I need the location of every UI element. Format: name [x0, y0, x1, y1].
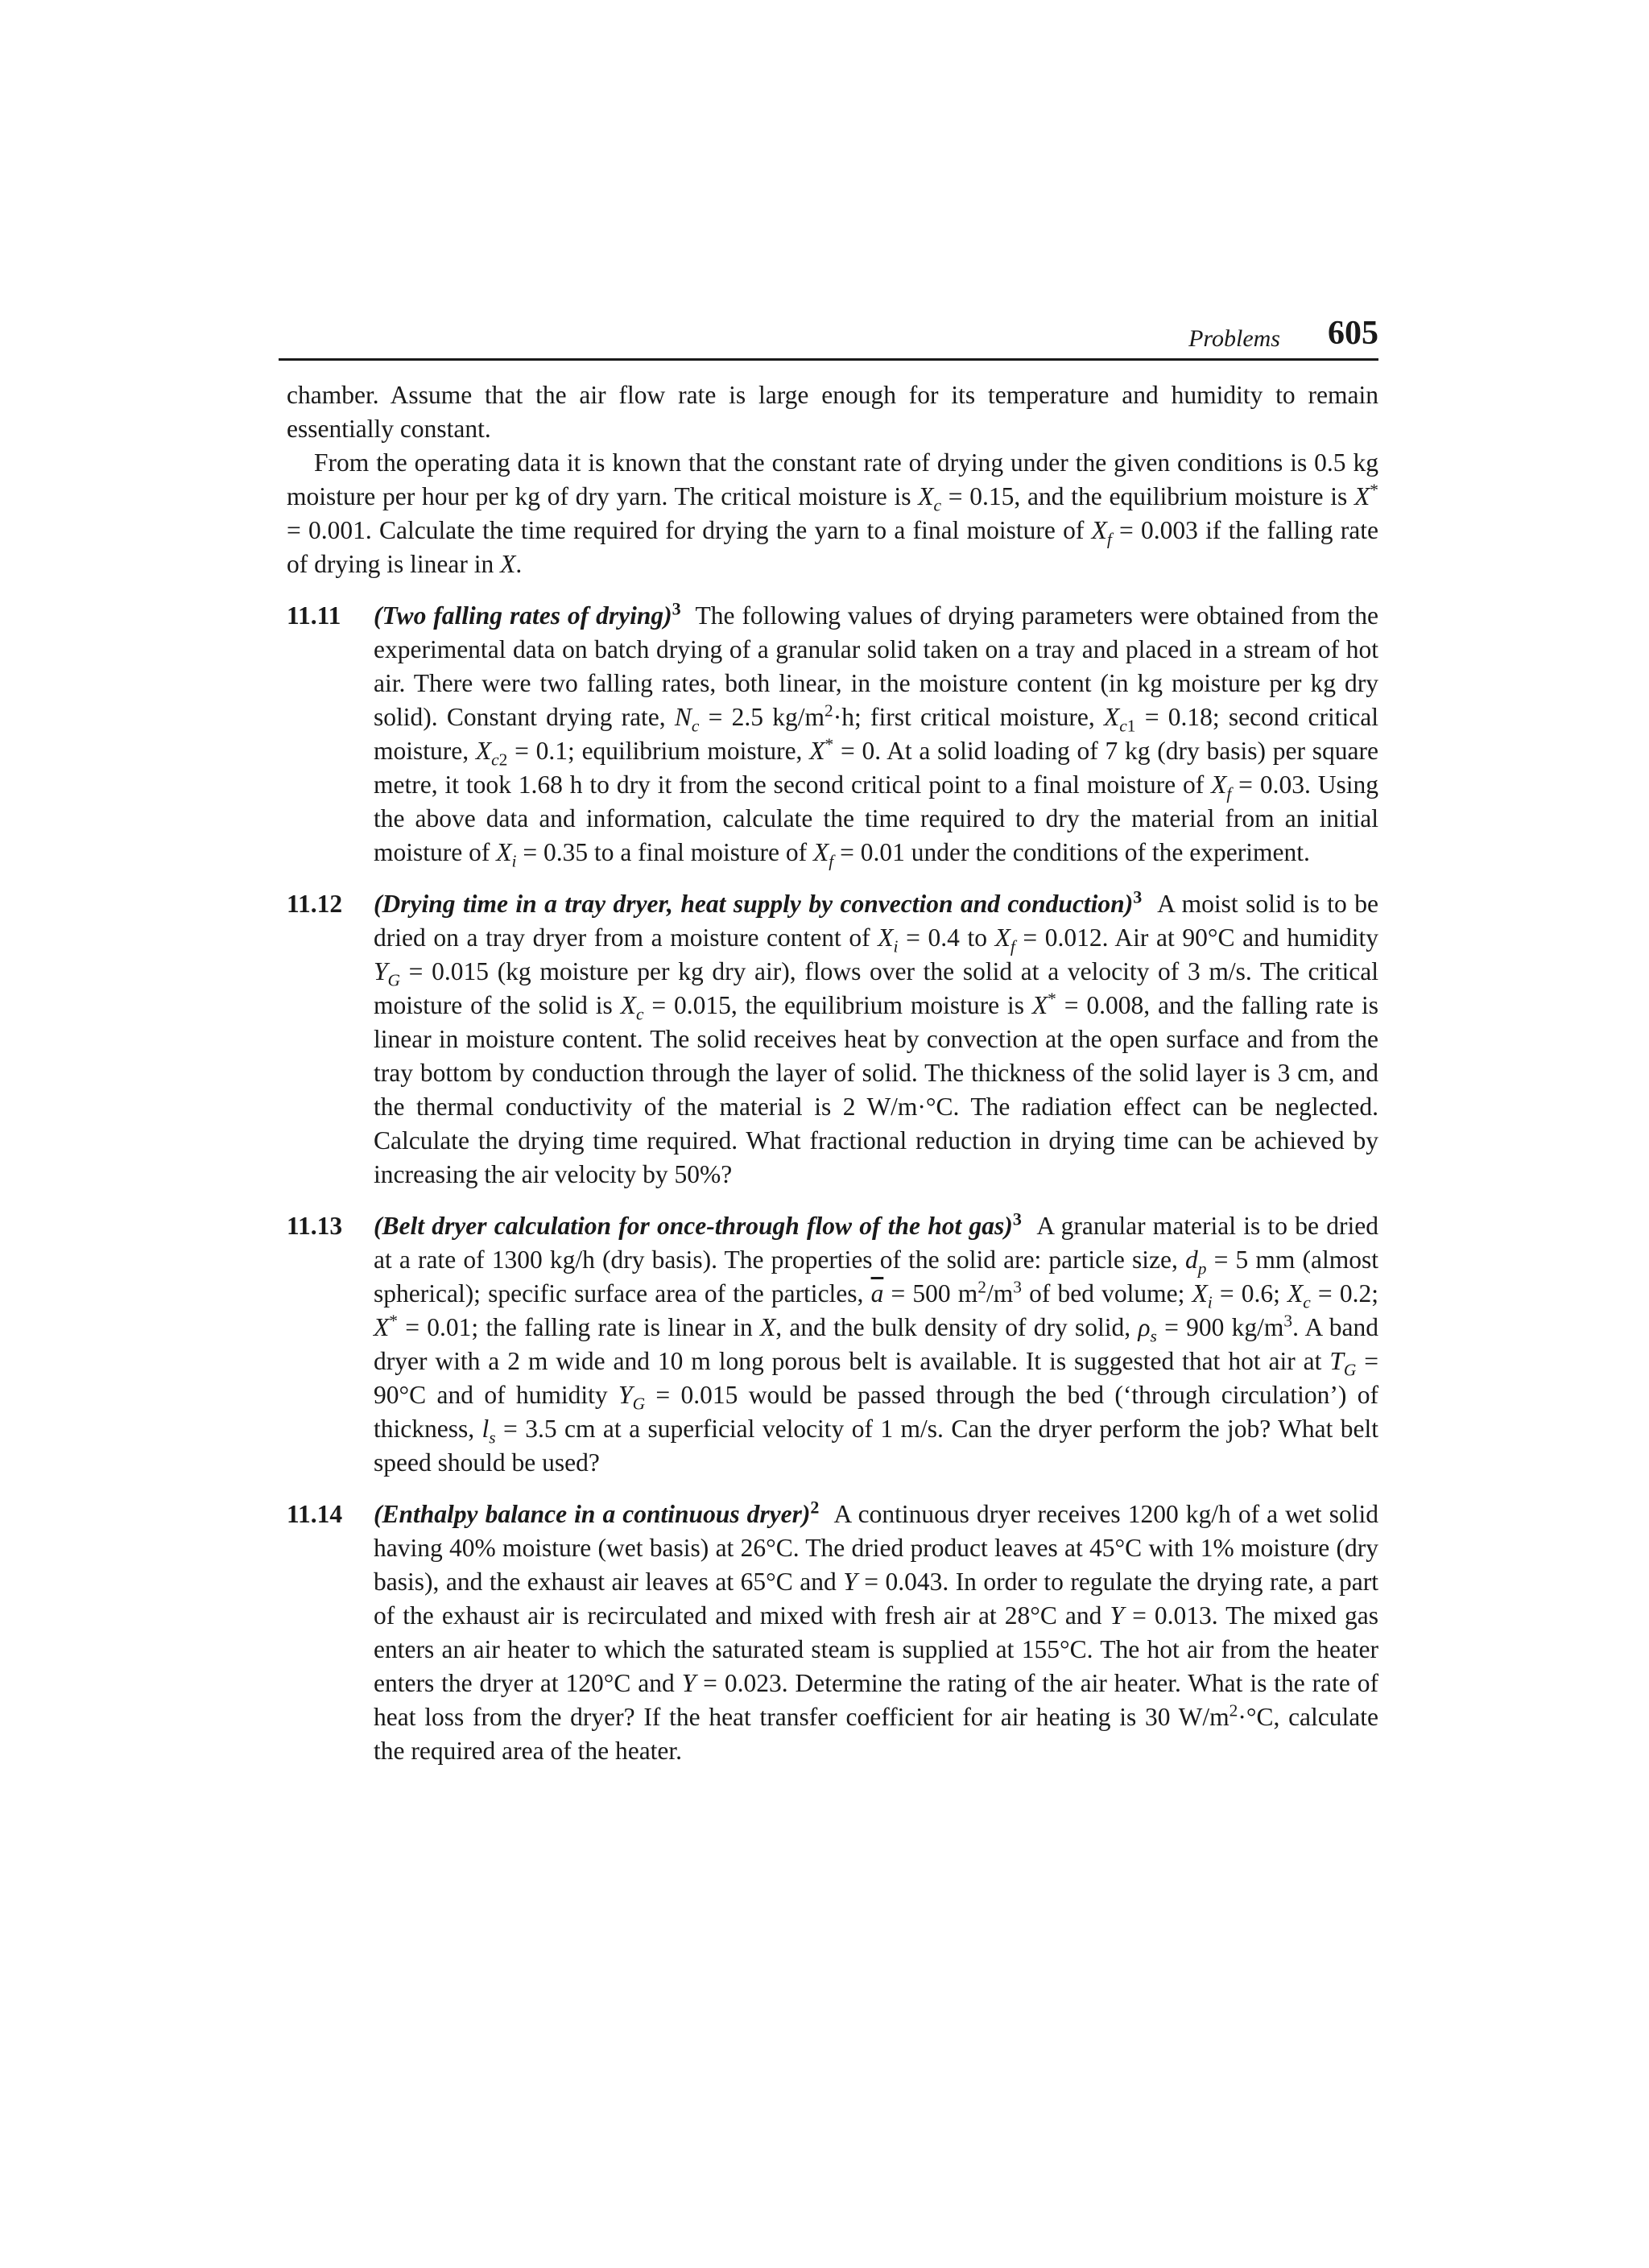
running-head: Problems — [1188, 325, 1280, 352]
problem-number: 11.13 — [287, 1212, 343, 1240]
problem-title: (Two falling rates of drying) — [374, 601, 672, 630]
header-rule — [279, 358, 1378, 361]
problem-11-14: 11.14 (Enthalpy balance in a continuous dryer)$^2$ A continuous dryer receives 1200 kg/h of a wet solid having 40% moisture (wet basis) at 26°C. The dried product leaves at 45°C with 1% moisture (dry basis), and the exhaust air leaves at 65°C and Y = 0.043. In order to regulate the drying rate, a part of the exhaust air is recirculated and mixed with fresh air at 28°C and Y = 0.013. The mixed gas enters an air heater to which the saturated steam is supplied at 155°C. The hot air from the heater enters the dryer at 120°C and Y = 0.023. Determine the rating of the air heater. What is the rate of heat loss from the dryer? If the heat transfer coefficient for air heating is 30 $W/m^2\cdot^\circ C$, calculate the required area of the heater. — [287, 1497, 1378, 1765]
problem-title: (Belt dryer calculation for once-through flow of the hot gas) — [374, 1212, 1013, 1240]
page-header — [279, 314, 1378, 359]
problem-number: 11.14 — [287, 1500, 343, 1528]
problem-number: 11.11 — [287, 601, 341, 630]
problem-title: (Enthalpy balance in a continuous dryer) — [374, 1500, 811, 1528]
page-body — [287, 378, 1378, 1768]
page-number: 605 — [1328, 315, 1378, 352]
reference-marker: 3 — [1012, 1208, 1022, 1229]
problem-11-11: 11.11 (Two falling rates of drying)$^3$ The following values of drying parameters were obtained from the experimental data on batch drying of a granular solid taken on a tray and placed in a stream of hot air. There were two falling rates, both linear, in the moisture content (in kg moisture per kg dry solid). Constant drying rate, $N_c = 2.5$ $kg/m^2\cdot h$; first critical moisture, $X_{c1} = 0.18$; second critical moisture, $X_{c2} = 0.1$; equilibrium moisture, X* = 0. At a solid loading of 7 kg (dry basis) per square metre, it took 1.68 h to dry it from the second critical point to a final moisture of $X_f = 0.03$. Using the above data and information, calculate the time required to dry the material from an initial moisture of $X_i = 0.35$ to a final moisture of $X_f = 0.01$ under the conditions of the experiment. — [287, 598, 1378, 871]
problem-title: (Drying time in a tray dryer, heat supply by convection and conduction) — [374, 890, 1134, 918]
continuation-paragraph-2: From the operating data it is known that the constant rate of drying under the given conditions is 0.5 kg moisture per hour per kg of dry yarn. The critical moisture is $X_c = 0.15$, and the equilibrium moisture is X* = 0.001. Calculate the time required for drying the yarn to a final moisture of $X_f = 0.003$ if the falling rate of drying is linear in X. — [287, 448, 1378, 578]
continuation-paragraph: chamber. Assume that the air flow rate is large enough for its temperature and humidity to remain essentially constant. — [287, 381, 1378, 443]
problem-11-13: 11.13 (Belt dryer calculation for once-through flow of the hot gas)$^3$ A granular material is to be dried at a rate of 1300 kg/h (dry basis). The properties of the solid are: particle size, $d_p = 5$ mm (almost spherical); specific surface area of the particles, $\overline{a} = 500$ $m^2/m^3$ of bed volume; $X_i = 0.6$; $X_c = 0.2$; X* = 0.01; the falling rate is linear in X, and the bulk density of dry solid, $\rho_s = 900$ $kg/m^3$. A band dryer with a 2 m wide and 10 m long porous belt is available. It is suggested that hot air at $T_G = 90^\circ C$ and of humidity $Y_G = 0.015$ would be passed through the bed (‘through circulation’) of thickness, $l_s = 3.5$ cm at a superficial velocity of 1 m/s. Can the dryer perform the job? What belt speed should be used? — [287, 1208, 1379, 1477]
problem-number: 11.12 — [287, 890, 343, 918]
reference-marker: 3 — [1133, 886, 1143, 907]
reference-marker: 3 — [672, 598, 681, 619]
reference-marker: 2 — [810, 1497, 820, 1518]
problem-11-12: 11.12 (Drying time in a tray dryer, heat supply by convection and conduction)$^3$ A moist solid is to be dried on a tray dryer from a moisture content of $X_i = 0.4$ to $X_f = 0.012$. Air at 90°C and humidity $Y_G = 0.015$ (kg moisture per kg dry air), flows over the solid at a velocity of 3 m/s. The critical moisture of the solid is $X_c = 0.015$, the equilibrium moisture is X* = 0.008, and the falling rate is linear in moisture content. The solid receives heat by convection at the open surface and from the tray bottom by conduction through the layer of solid. The thickness of the solid layer is 3 cm, and the thermal conductivity of the material is 2 W/m·°C. The radiation effect can be neglected. Calculate the drying time required. What fractional reduction in drying time can be achieved by increasing the air velocity by 50%? — [287, 886, 1379, 1188]
